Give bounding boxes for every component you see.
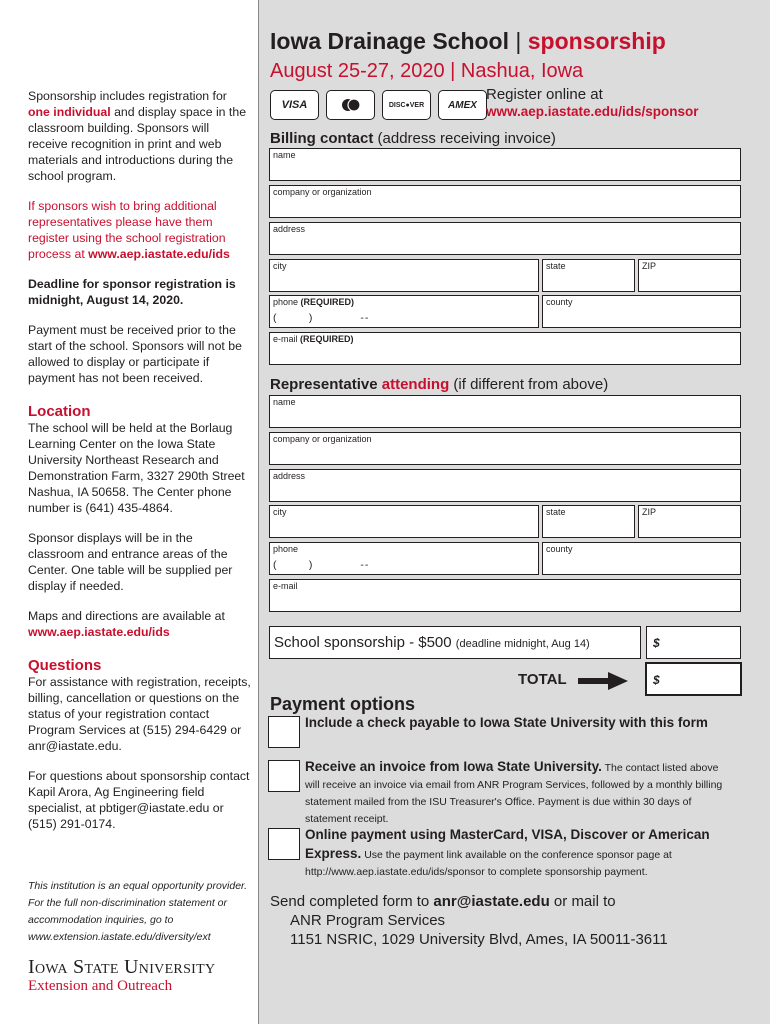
billing-phone-field[interactable]: phone (REQUIRED) ( ) -- (269, 295, 539, 328)
invoice-payment-option: Receive an invoice from Iowa State University. The contact listed above will receive an invoice via email from ANR Program Services, followed by a monthly billing statement mailed from the ISU Treasurer's Office. Payment is due within 30 days of statement receipt. (305, 759, 723, 825)
billing-company-field[interactable]: company or organization (269, 185, 741, 218)
billing-state-field[interactable]: state (542, 259, 635, 292)
representative-heading: Representative attending (if different from above) (270, 376, 609, 393)
registration-link[interactable]: www.aep.iastate.edu/ids (88, 247, 230, 261)
discover-icon: DISC●VER (382, 90, 431, 120)
amex-icon: AMEX (438, 90, 487, 120)
rep-company-field[interactable]: company or organization (269, 432, 741, 465)
billing-zip-field[interactable]: ZIP (638, 259, 741, 292)
billing-city-field[interactable]: city (269, 259, 539, 292)
intro-paragraph: Sponsorship includes registration for one individual and display space in the classroom building. Sponsors will receive recognition in print and web materials and introductions during the school program. (28, 89, 247, 183)
arrow-right-icon (578, 671, 628, 691)
logo-extension-outreach: Extension and Outreach (28, 978, 173, 994)
mail-address: 1151 NSRIC, 1029 University Blvd, Ames, IA 50011-3611 (290, 931, 668, 948)
billing-email-field[interactable]: e-mail (REQUIRED) (269, 332, 741, 365)
visa-icon: VISA (270, 90, 319, 120)
location-heading: Location (28, 403, 91, 420)
rep-phone-field[interactable]: phone ( ) -- (269, 542, 539, 575)
card-logos (270, 90, 487, 120)
rep-county-field[interactable]: county (542, 542, 741, 575)
invoice-payment-checkbox[interactable] (268, 760, 300, 792)
billing-county-field[interactable]: county (542, 295, 741, 328)
one-individual-highlight: one individual (28, 105, 111, 119)
title-sponsorship: sponsorship (527, 28, 666, 54)
anr-email[interactable]: anr@iastate.edu (433, 893, 550, 910)
mastercard-icon (326, 90, 375, 120)
payment-note: Payment must be received prior to the start of the school. Sponsors will not be allowed to display or participate if payment has not been received. (28, 323, 242, 385)
check-payment-option: Include a check payable to Iowa State University with this form (305, 715, 708, 730)
billing-name-field[interactable]: name (269, 148, 741, 181)
online-payment-checkbox[interactable] (268, 828, 300, 860)
sponsor-register-link[interactable]: www.aep.iastate.edu/ids/sponsor (486, 104, 699, 119)
displays-text: Sponsor displays will be in the classroom and entrance areas of the Center. One table will be supplied per display if needed. (28, 531, 233, 593)
sponsorship-amount-field[interactable]: $ (646, 626, 741, 659)
rep-address-field[interactable]: address (269, 469, 741, 502)
sponsorship-questions-text: For questions about sponsorship contact Kapil Arora, Ag Engineering field specialist, at pbtiger@iastate.edu or (515) 291-0174. (28, 769, 250, 831)
sponsorship-fee-line: School sponsorship - $500 (deadline midnight, Aug 14) (269, 626, 641, 659)
questions-text: For assistance with registration, receipts, billing, cancellation or questions on the status of your registration contact Program Services at (515) 294-6429 or anr@iastate.edu. (28, 675, 251, 753)
deadline-paragraph: Deadline for sponsor registration is midnight, August 14, 2020. (28, 277, 236, 307)
rep-name-field[interactable]: name (269, 395, 741, 428)
maps-paragraph: Maps and directions are available at www.aep.iastate.edu/ids (28, 609, 225, 639)
isu-extension-logo (28, 956, 215, 994)
logo-university-name: Iowa State University (28, 956, 216, 978)
questions-heading: Questions (28, 657, 102, 674)
payment-options-heading: Payment options (270, 694, 416, 714)
left-column (28, 88, 252, 846)
rep-email-field[interactable]: e-mail (269, 579, 741, 612)
mailing-instructions: Send completed form to anr@iastate.edu or mail to ANR Program Services 1151 NSRIC, 1029 University Blvd, Ames, IA 50011-3611 (270, 893, 668, 948)
rep-state-field[interactable]: state (542, 505, 635, 538)
check-payment-checkbox[interactable] (268, 716, 300, 748)
billing-heading: Billing contact (address receiving invoice) (270, 130, 556, 147)
rep-zip-field[interactable]: ZIP (638, 505, 741, 538)
page-title: Iowa Drainage School | sponsorship (270, 28, 666, 54)
location-text: The school will be held at the Borlaug Learning Center on the Iowa State University Northeast Research and Demonstration Farm, 3327 290th Street Nashua, IA 50658. The Center phone number is (641) 435-4864. (28, 421, 245, 515)
maps-link[interactable]: www.aep.iastate.edu/ids (28, 625, 170, 639)
rep-city-field[interactable]: city (269, 505, 539, 538)
additional-reps-paragraph: If sponsors wish to bring additional representatives please have them register using the school registration process at www.aep.iastate.edu/ids (28, 199, 230, 261)
event-date-location: August 25-27, 2020 | Nashua, Iowa (270, 60, 584, 82)
online-payment-option: Online payment using MasterCard, VISA, Discover or American Express. Use the payment link available on the conference sponsor page at http://www.aep.iastate.edu/ids/sponsor to complete sponsorship payment. (305, 827, 710, 878)
equal-opportunity-statement: This institution is an equal opportunity provider. For the full non-discrimination statement or accommodation inquiries, go to www.extension.iastate.edu/diversity/ext (28, 880, 248, 943)
billing-address-field[interactable]: address (269, 222, 741, 255)
register-online-text: Register online at (486, 86, 603, 103)
total-label: TOTAL (518, 671, 567, 688)
total-amount-field[interactable]: $ (645, 662, 742, 696)
mail-recipient: ANR Program Services (290, 912, 446, 929)
